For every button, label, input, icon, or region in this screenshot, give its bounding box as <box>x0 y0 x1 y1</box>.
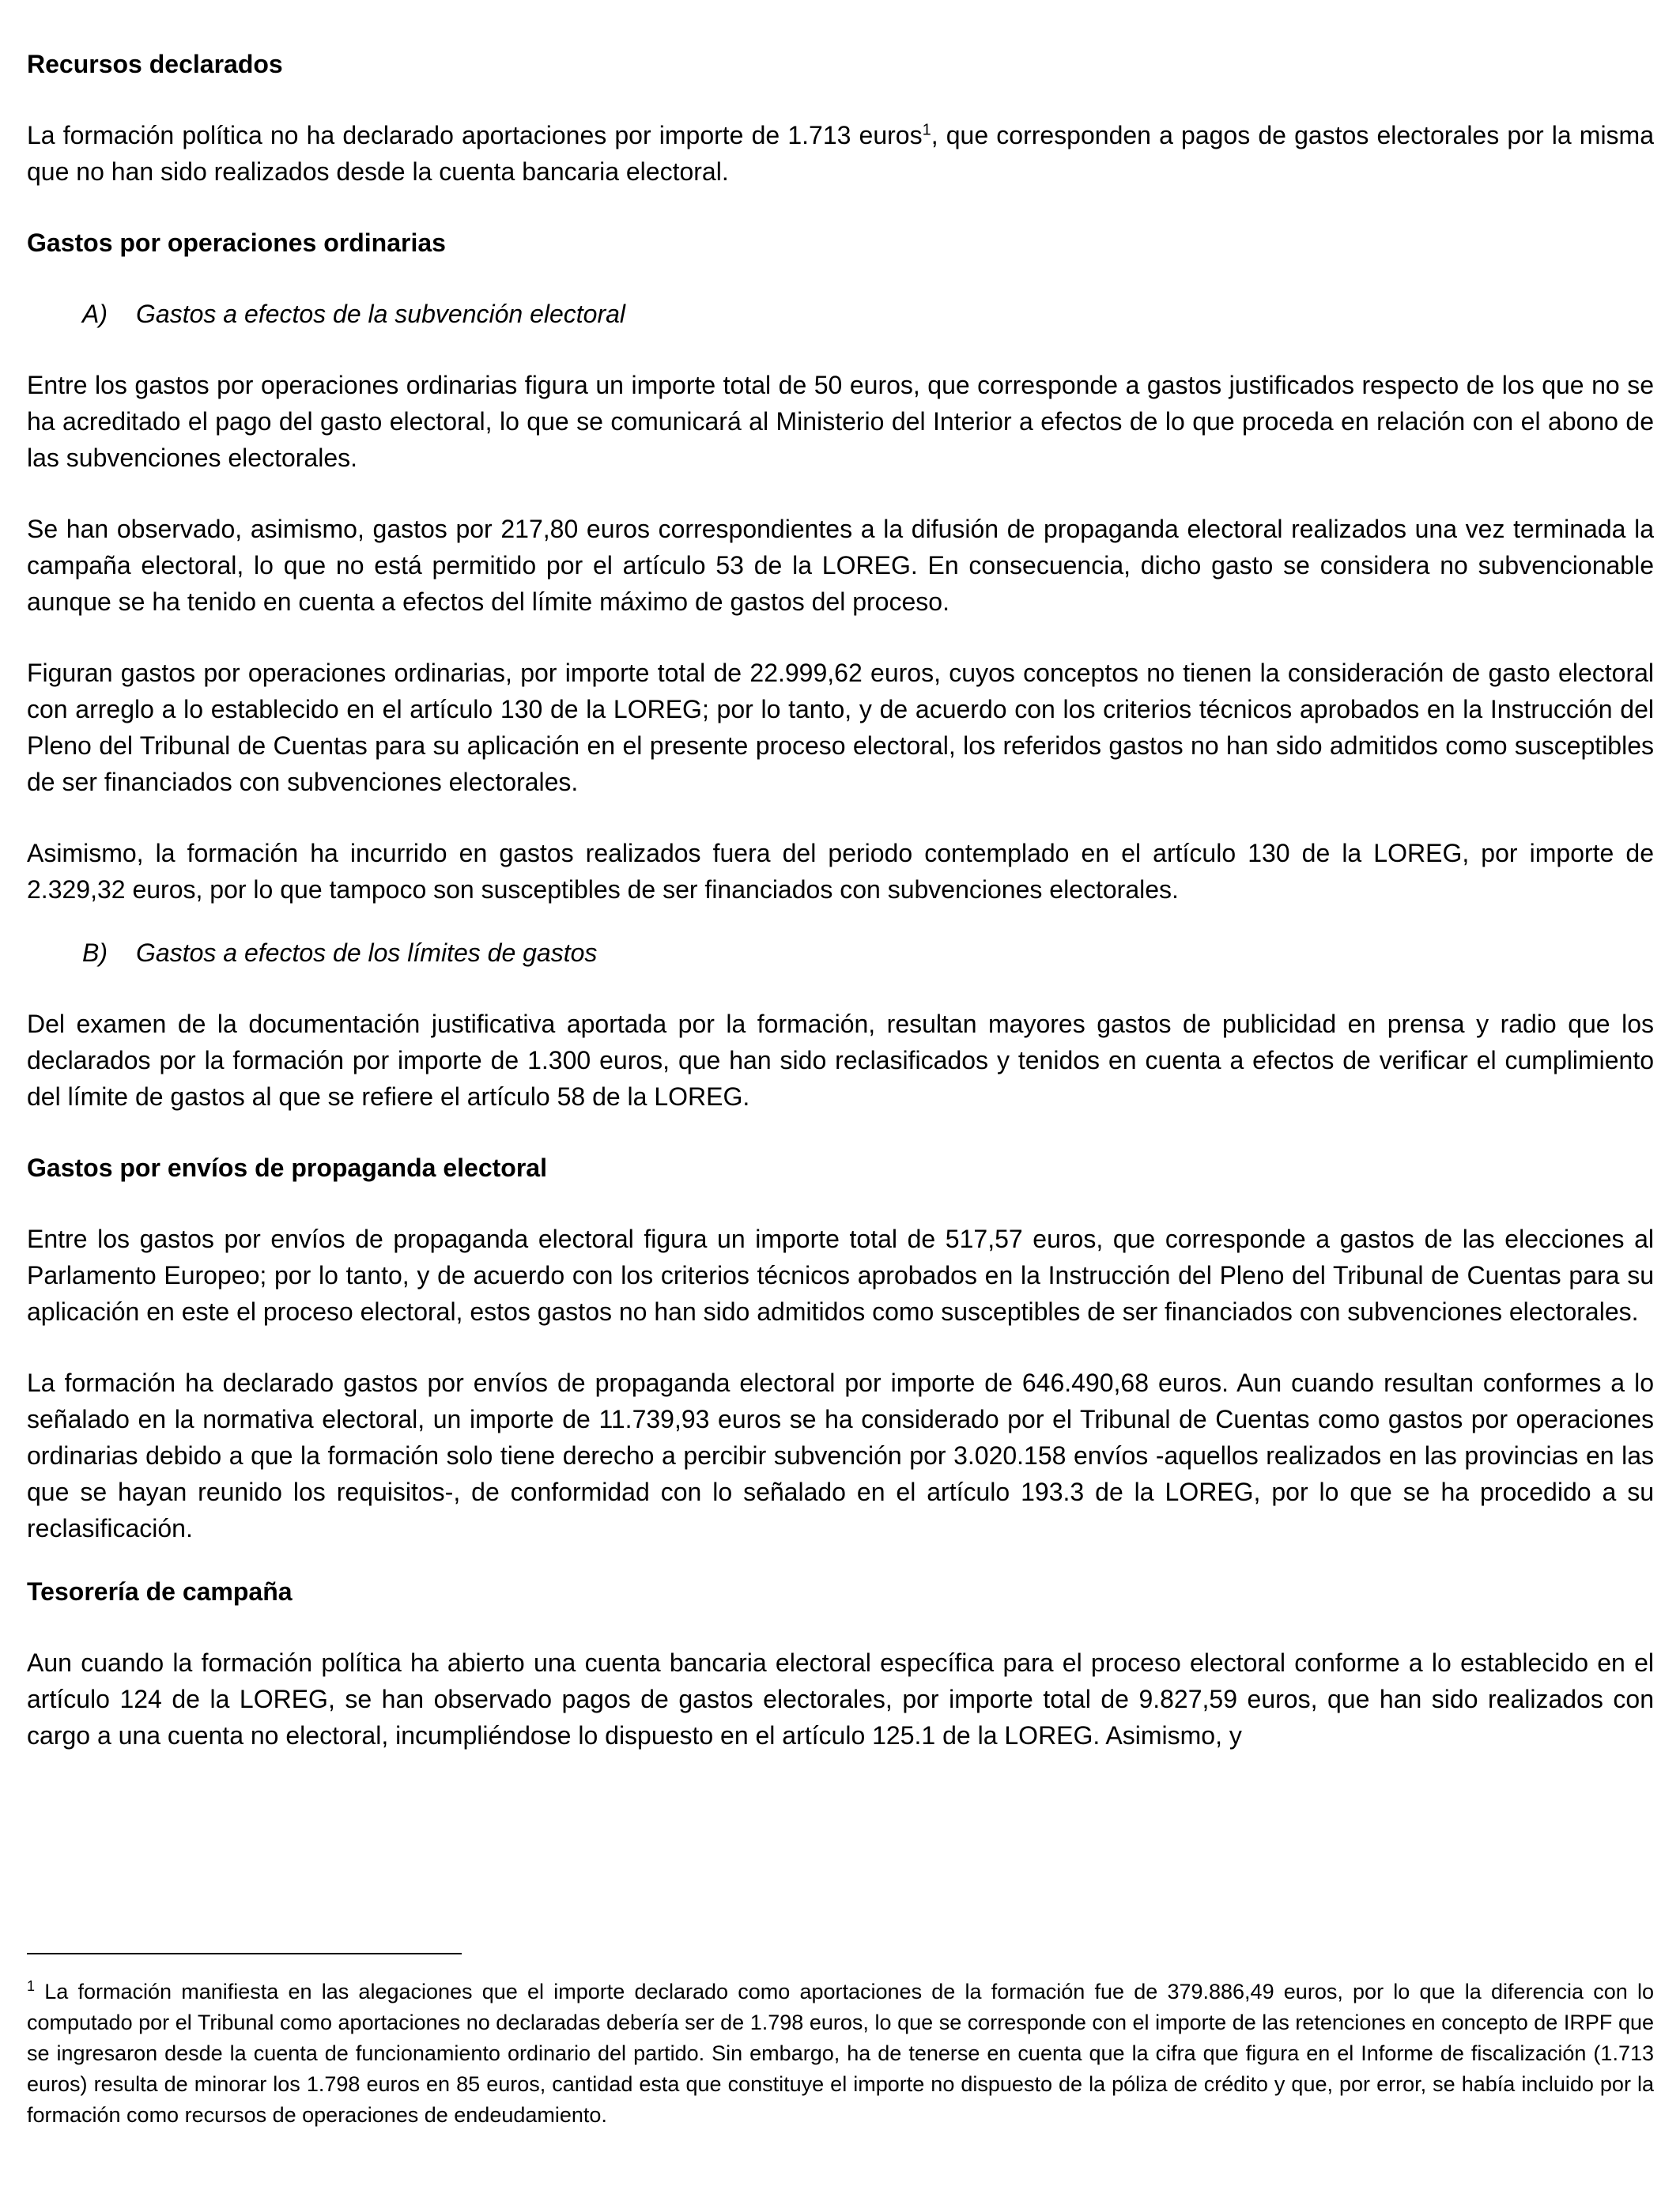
subheading-a <box>27 296 1654 332</box>
footnote-reference[interactable]: 1 <box>922 121 931 139</box>
subheading-b-letter: B) <box>82 938 108 967</box>
footnote-marker: 1 <box>27 1978 36 1994</box>
paragraph-recursos-text-cont: , que corresponden a pagos de gastos electorales por la misma que no han sido realizados desde la cuenta bancaria electoral. <box>27 121 1655 186</box>
section-heading-envios: Gastos por envíos de propaganda electoral <box>27 1154 547 1182</box>
footnote-separator <box>27 1953 462 1954</box>
paragraph-envios-2: La formación ha declarado gastos por envíos de propaganda electoral por importe de 646.490,68 euros. Aun cuando resultan conformes a lo señalado en la normativa electoral, un importe de 11.739,93 euros se ha considerado por el Tribunal de Cuentas como gastos por operaciones ordinarias debido a que la formación solo tiene derecho a percibir subvención por 3.020.158 envíos -aquellos realizados en las provincias en las que se hayan reunido los requisitos-, de conformidad con lo señalado en el artículo 193.3 de la LOREG, por lo que se ha procedido a su reclasificación. <box>27 1369 1654 1543</box>
paragraph-tesoreria-1: Aun cuando la formación política ha abierto una cuenta bancaria electoral específica para el proceso electoral conforme a lo establecido en el artículo 124 de la LOREG, se han observado pagos de gastos electorales, por importe total de 9.827,59 euros, que han sido realizados con cargo a una cuenta no electoral, incumpliéndose lo dispuesto en el artículo 125.1 de la LOREG. Asimismo, y <box>27 1648 1654 1750</box>
subheading-a-letter: A) <box>82 300 108 328</box>
document-page <box>27 46 1654 1788</box>
section-heading-ordinarias: Gastos por operaciones ordinarias <box>27 228 446 257</box>
paragraph-ordinarias-2: Se han observado, asimismo, gastos por 217,80 euros correspondientes a la difusión de propaganda electoral realizados una vez terminada la campaña electoral, lo que no está permitido por el artículo 53 de la LOREG. En consecuencia, dicho gasto se considera no subvencionable aunque se ha tenido en cuenta a efectos del límite máximo de gastos del proceso. <box>27 515 1654 616</box>
subheading-b <box>27 935 1654 971</box>
paragraph-recursos <box>27 117 1654 190</box>
paragraph-recursos-text: La formación política no ha declarado aportaciones por importe de 1.713 euros <box>27 121 923 149</box>
paragraph-envios-1: Entre los gastos por envíos de propaganda electoral figura un importe total de 517,57 euros, que corresponde a gastos de las elecciones al Parlamento Europeo; por lo tanto, y de acuerdo con los criterios técnicos aprobados en la Instrucción del Pleno del Tribunal de Cuentas para su aplicación en este el proceso electoral, estos gastos no han sido admitidos como susceptibles de ser financiados con subvenciones electorales. <box>27 1225 1654 1326</box>
subheading-a-text: Gastos a efectos de la subvención electoral <box>136 300 626 328</box>
footnote <box>27 1977 1654 2131</box>
section-heading-recursos: Recursos declarados <box>27 50 283 78</box>
paragraph-ordinarias-4: Asimismo, la formación ha incurrido en gastos realizados fuera del periodo contemplado en el artículo 130 de la LOREG, por importe de 2.329,32 euros, por lo que tampoco son susceptibles de ser financiados con subvenciones electorales. <box>27 839 1654 904</box>
paragraph-ordinarias-5: Del examen de la documentación justificativa aportada por la formación, resultan mayores gastos de publicidad en prensa y radio que los declarados por la formación por importe de 1.300 euros, que han sido reclasificados y tenidos en cuenta a efectos de verificar el cumplimiento del límite de gastos al que se refiere el artículo 58 de la LOREG. <box>27 1010 1654 1111</box>
footnote-text: La formación manifiesta en las alegaciones que el importe declarado como aportaciones de la formación fue de 379.886,49 euros, por lo que la diferencia con lo computado por el Tribunal como aportaciones no declaradas debería ser de 1.798 euros, lo que se corresponde con el importe de las retenciones en concepto de IRPF que se ingresaron desde la cuenta de funcionamiento ordinario del partido. Sin embargo, ha de tenerse en cuenta que la cifra que figura en el Informe de fiscalización (1.713 euros) resulta de minorar los 1.798 euros en 85 euros, cantidad esta que constituye el importe no dispuesto de la póliza de crédito y que, por error, se había incluido por la formación como recursos de operaciones de endeudamiento. <box>27 1980 1654 2127</box>
section-heading-tesoreria: Tesorería de campaña <box>27 1577 293 1606</box>
paragraph-ordinarias-3: Figuran gastos por operaciones ordinarias, por importe total de 22.999,62 euros, cuyos conceptos no tienen la consideración de gasto electoral con arreglo a lo establecido en el artículo 130 de la LOREG; por lo tanto, y de acuerdo con los criterios técnicos aprobados en la Instrucción del Pleno del Tribunal de Cuentas para su aplicación en el presente proceso electoral, los referidos gastos no han sido admitidos como susceptibles de ser financiados con subvenciones electorales. <box>27 659 1654 796</box>
paragraph-ordinarias-1: Entre los gastos por operaciones ordinarias figura un importe total de 50 euros, que corresponde a gastos justificados respecto de los que no se ha acreditado el pago del gasto electoral, lo que se comunicará al Ministerio del Interior a efectos de lo que proceda en relación con el abono de las subvenciones electorales. <box>27 371 1654 472</box>
subheading-b-text: Gastos a efectos de los límites de gastos <box>136 938 598 967</box>
